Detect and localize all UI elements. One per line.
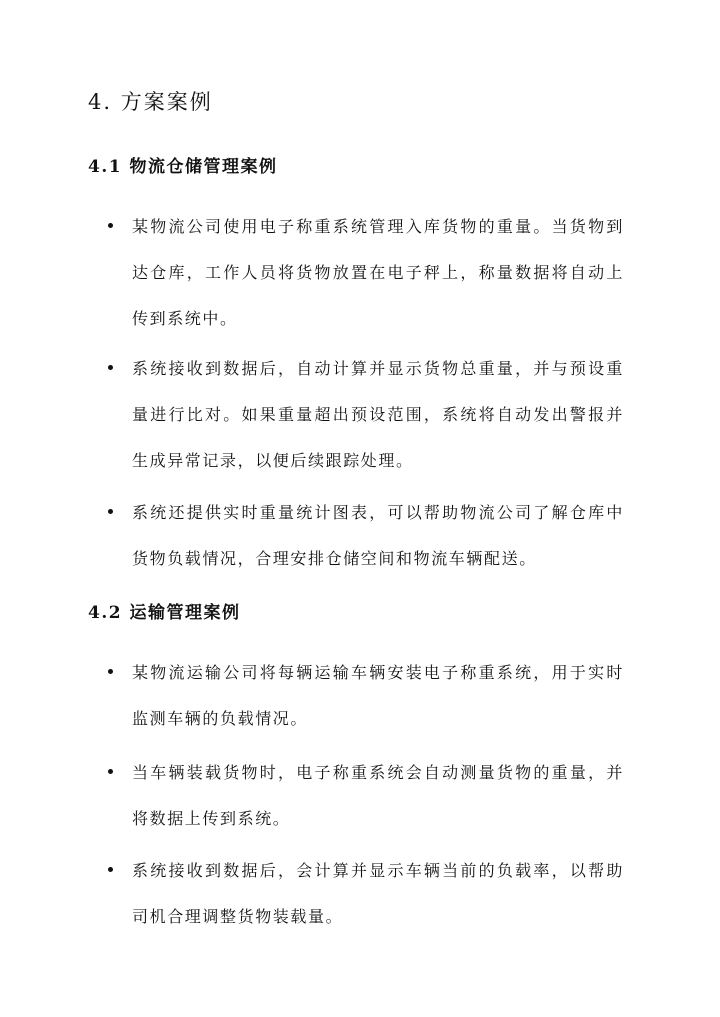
list-item-text: 系统接收到数据后，自动计算并显示货物总重量，并与预设重量进行比对。如果重量超出预设范围，系统将自动发出警报并生成异常记录，以便后续跟踪处理。 <box>132 359 624 470</box>
bullet-icon <box>108 867 113 872</box>
subsection-heading-transport: 4.2 运输管理案例 <box>88 603 241 623</box>
bullet-icon <box>108 223 113 228</box>
subsection-heading-warehouse: 4.1 物流仓储管理案例 <box>88 157 278 177</box>
bullet-icon <box>108 509 113 514</box>
list-item-text: 系统接收到数据后，会计算并显示车辆当前的负载率，以帮助司机合理调整货物装载量。 <box>132 861 624 926</box>
list-item-text: 当车辆装载货物时，电子称重系统会自动测量货物的重量，并将数据上传到系统。 <box>132 763 624 828</box>
list-item-text: 某物流公司使用电子称重系统管理入库货物的重量。当货物到达仓库，工作人员将货物放置在电子秤上，称量数据将自动上传到系统中。 <box>132 217 624 328</box>
list-item-text: 系统还提供实时重量统计图表，可以帮助物流公司了解仓库中货物负载情况，合理安排仓储空间和物流车辆配送。 <box>132 503 624 568</box>
bullet-icon <box>108 769 113 774</box>
bullet-icon <box>108 669 113 674</box>
list-item-text: 某物流运输公司将每辆运输车辆安装电子称重系统，用于实时监测车辆的负载情况。 <box>132 663 624 728</box>
bullet-icon <box>108 365 113 370</box>
section-heading: 4. 方案案例 <box>88 90 213 114</box>
